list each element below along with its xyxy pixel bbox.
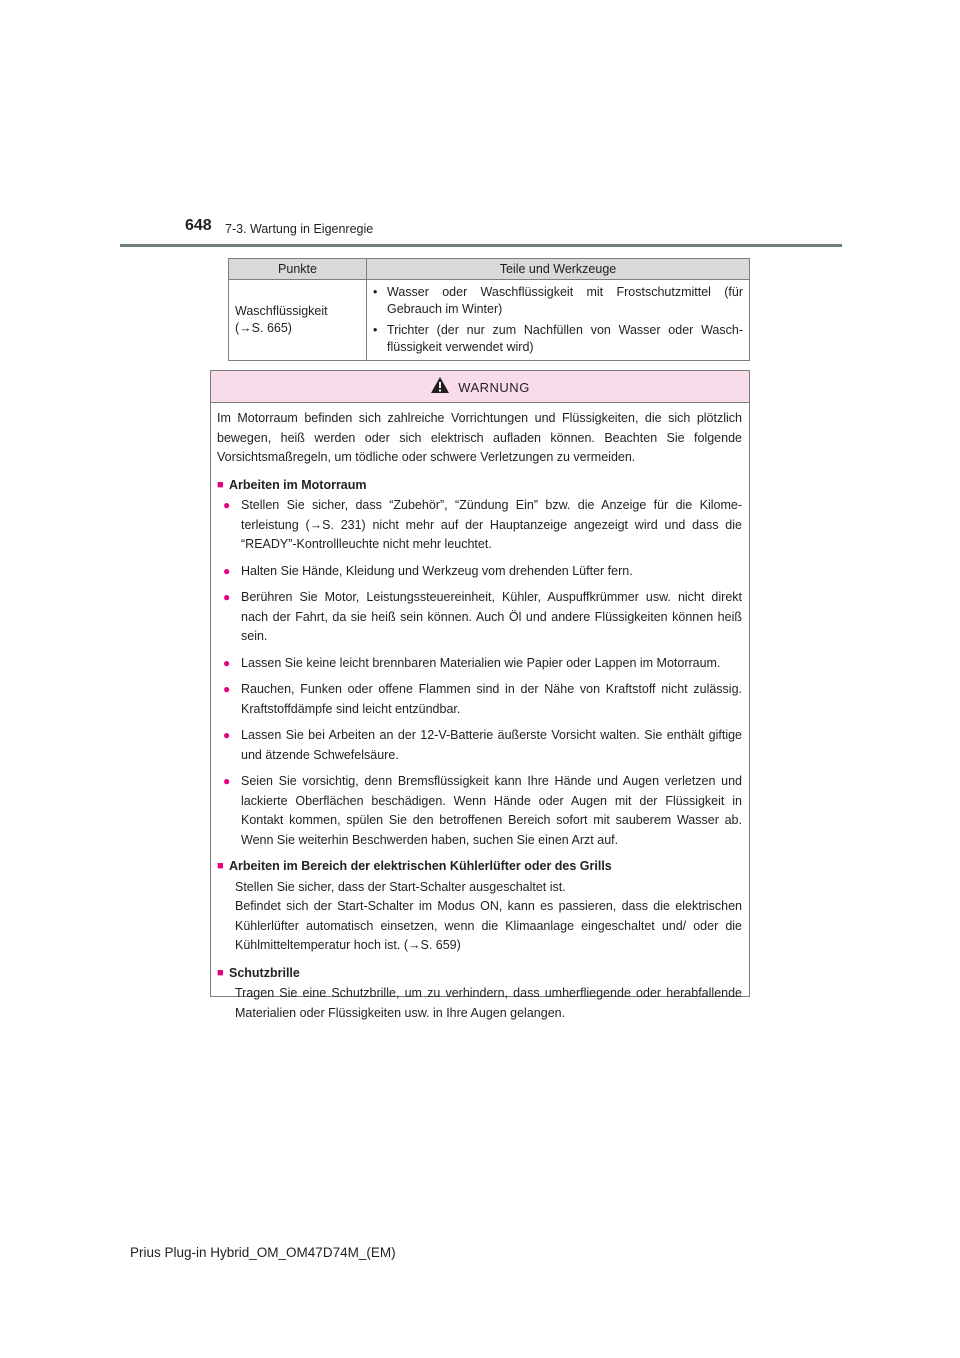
circle-bullet-icon: ● [223, 728, 231, 742]
circle-bullet-icon: ● [223, 655, 231, 670]
paragraph: Tragen Sie eine Schutzbrille, um zu verhindern, dass umherfliegende oder herabfallende Materialien oder Flüssigkeiten usw. in Ihre Augen gelangen. [235, 986, 742, 1020]
warning-title: WARNUNG [458, 380, 530, 395]
warning-header [211, 371, 749, 403]
column-header-teile: Teile und Werkzeuge [367, 259, 750, 280]
column-header-punkte: Punkte [229, 259, 367, 280]
list-item: ● Stellen Sie sicher, dass “Zubehör”, “Zündung Ein” bzw. die Anzeige für die Kilometerleistung (→S. 231) nicht mehr auf der Hauptanzeige angezeigt wird und dass die “READY”-Kontrollleuchte nicht mehr leuchtet. [217, 496, 742, 555]
table-cell-item [229, 280, 367, 361]
table-header-row [229, 259, 750, 280]
list-item: ● Seien Sie vorsichtig, denn Bremsflüssigkeit kann Ihre Hände und Augen verletzen und lackierte Oberflächen beschädigen. Wenn Hände oder Augen mit der Flüssigkeit in Kontakt kommen, spülen Sie den betroffenen Bereich sofort mit sauberem Wasser ab. Wenn Sie weiterhin Beschwerden haben, suchen Sie einen Arzt auf. [217, 772, 742, 850]
square-bullet-icon: ■ [217, 860, 224, 872]
list-item: ● Halten Sie Hände, Kleidung und Werkzeug vom drehenden Lüfter fern. [217, 562, 742, 582]
page-number: 648 [185, 217, 212, 234]
list-item: ● Berühren Sie Motor, Leistungssteuereinheit, Kühler, Auspuffkrümmer usw. nicht direkt nach der Fahrt, da sie heiß sein können. Auch Öl und andere Flüssigkeiten können heiß sein. [217, 588, 742, 647]
section-title: 7-3. Wartung in Eigenregie [225, 222, 374, 236]
parts-table [228, 258, 750, 361]
table-row [229, 280, 750, 361]
section-heading: ■ Arbeiten im Bereich der elektrischen Kühlerlüfter oder des Grills [217, 857, 742, 877]
table-cell-tools [367, 280, 750, 361]
circle-bullet-icon: ● [223, 563, 231, 578]
list-item: • Trichter (der nur zum Nachfüllen von Wasser oder Waschflüssigkeit verwendet wird) [373, 323, 743, 354]
list-item: ● Lassen Sie bei Arbeiten an der 12-V-Batterie äußerste Vorsicht walten. Sie enthält giftige und ätzende Schwefelsäure. [217, 726, 742, 765]
section-heading: ■ Schutzbrille [217, 964, 742, 984]
bullet-dot-icon: • [373, 323, 378, 337]
circle-bullet-icon: ● [223, 498, 231, 512]
header-rule [120, 244, 842, 247]
circle-bullet-icon: ● [223, 774, 231, 788]
warning-triangle-icon [430, 376, 450, 399]
circle-bullet-icon: ● [223, 682, 231, 696]
warning-intro: Im Motorraum befinden sich zahlreiche Vorrichtungen und Flüssigkeiten, die sich plötzlich bewegen, heiß werden oder sich elektrisch aufladen können. Beachten Sie folgende Vorsichtsmaßregeln, um tödliche oder schwere Verletzungen zu vermeiden. [217, 411, 742, 464]
warning-box [210, 370, 750, 1020]
square-bullet-icon: ■ [217, 478, 224, 491]
item-name: Waschflüssigkeit [235, 304, 328, 318]
circle-bullet-icon: ● [223, 590, 231, 604]
footer-doc-id: Prius Plug-in Hybrid_OM_OM47D74M_(EM) [130, 1245, 396, 1260]
bullet-dot-icon: • [373, 285, 378, 299]
list-item: • Wasser oder Waschflüssigkeit mit Frostschutzmittel (für Gebrauch im Winter) [373, 285, 743, 316]
item-reference: (→S. 665) [235, 321, 292, 335]
warning-body [211, 403, 749, 1023]
square-bullet-icon: ■ [217, 966, 224, 979]
list-item: ● Rauchen, Funken oder offene Flammen sind in der Nähe von Kraftstoff nicht zulässig. Kraftstoffdämpfe sind leicht entzündbar. [217, 680, 742, 719]
paragraph: Stellen Sie sicher, dass der Start-Schalter ausgeschaltet ist. Befindet sich der Start-Schalter im Modus ON, kann es passieren, dass die elektrischen Kühlerlüfter automatisch einsetzen, wenn die Klimaanlage eingeschaltet und/ oder die Kühlmitteltemperatur hoch ist. (→S. 659) [235, 879, 742, 952]
section-heading: ■ Arbeiten im Motorraum [217, 476, 742, 496]
list-item: ● Lassen Sie keine leicht brennbaren Materialien wie Papier oder Lappen im Motorraum. [217, 654, 742, 674]
